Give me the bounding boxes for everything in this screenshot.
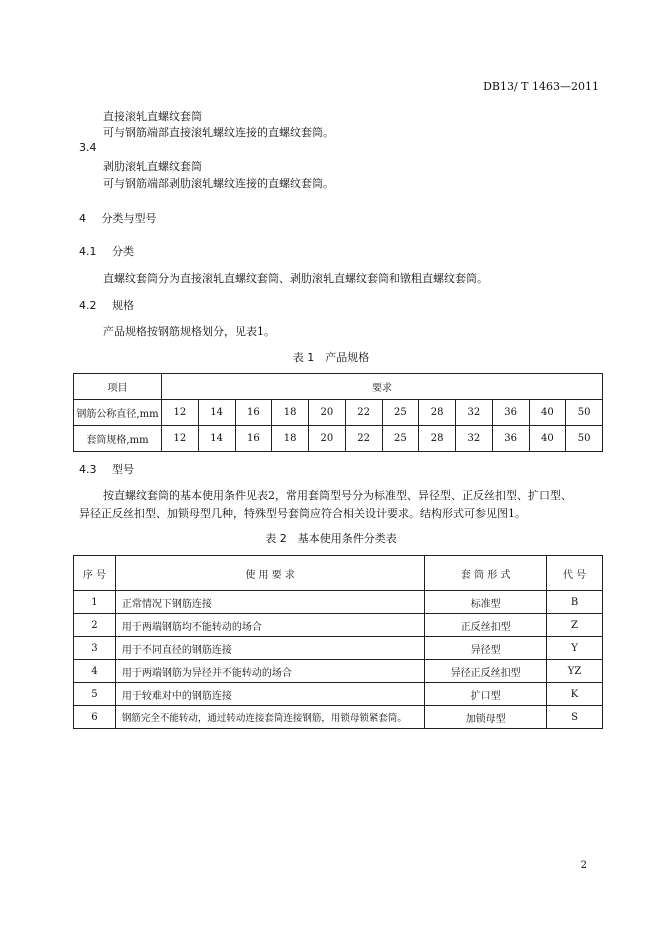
table-2-header-usage: 使 用 要 求 xyxy=(115,556,424,591)
section-4-3-number: 4.3 xyxy=(79,463,97,476)
table-row xyxy=(74,426,603,452)
table-2 xyxy=(73,555,603,729)
table-cell: 正反丝扣型 xyxy=(425,614,547,637)
section-4-2-title: 规格 xyxy=(112,299,134,312)
section-3-3-3-body: 可与钢筋端部直接滚轧螺纹连接的直螺纹套筒。 xyxy=(103,126,334,139)
table-cell: 异径型 xyxy=(425,637,547,660)
section-4-3-heading xyxy=(79,461,134,477)
table-cell: 28 xyxy=(419,400,456,426)
table-2-caption: 表 2 基本使用条件分类表 xyxy=(265,532,397,545)
table-cell: 22 xyxy=(345,400,382,426)
table-cell: 16 xyxy=(235,426,272,452)
table-cell: 用于不同直径的钢筋连接 xyxy=(115,637,424,660)
table-cell: B xyxy=(547,591,603,614)
table-row xyxy=(74,614,603,637)
section-4-2-body: 产品规格按钢筋规格划分，见表1。 xyxy=(103,325,275,338)
section-3-3-3-title: 直接滚轧直螺纹套筒 xyxy=(103,110,202,123)
table-cell: YZ xyxy=(547,660,603,683)
table-cell: 扩口型 xyxy=(425,683,547,706)
page-number: 2 xyxy=(580,860,587,871)
section-4-2-heading xyxy=(79,297,134,313)
table-cell: 50 xyxy=(566,400,603,426)
table-cell: 4 xyxy=(74,660,116,683)
table-cell: 50 xyxy=(566,426,603,452)
section-4-1-title: 分类 xyxy=(112,245,134,258)
table-cell: 20 xyxy=(309,426,346,452)
section-3-4-body: 可与钢筋端部剥肋滚轧螺纹连接的直螺纹套筒。 xyxy=(103,177,334,190)
table-cell: 18 xyxy=(272,400,309,426)
table-cell: 14 xyxy=(198,426,235,452)
section-4-number: 4 xyxy=(79,212,86,225)
section-4-3-title: 型号 xyxy=(112,463,134,476)
section-4-heading xyxy=(79,210,157,226)
table-2-header-number: 序 号 xyxy=(74,556,116,591)
table-1-caption: 表 1 产品规格 xyxy=(292,351,370,364)
table-cell: 36 xyxy=(492,426,529,452)
table-cell: 25 xyxy=(382,426,419,452)
table-cell: 2 xyxy=(74,614,116,637)
table-cell: 12 xyxy=(162,426,199,452)
table-row xyxy=(74,683,603,706)
table-cell: 22 xyxy=(345,426,382,452)
table-cell: 20 xyxy=(309,400,346,426)
table-cell: 16 xyxy=(235,400,272,426)
table-cell: 5 xyxy=(74,683,116,706)
section-4-1-number: 4.1 xyxy=(79,245,97,258)
table-cell: 正常情况下钢筋连接 xyxy=(115,591,424,614)
table-cell: Z xyxy=(547,614,603,637)
table-row xyxy=(74,660,603,683)
table-cell: 32 xyxy=(456,400,493,426)
table-1-header-item: 项目 xyxy=(74,374,162,400)
table-cell: 用于两端钢筋均不能转动的场合 xyxy=(115,614,424,637)
table-cell: 3 xyxy=(74,637,116,660)
table-row xyxy=(74,706,603,729)
table-cell: K xyxy=(547,683,603,706)
table-cell: Y xyxy=(547,637,603,660)
section-3-4-number: 3.4 xyxy=(79,141,97,154)
table-cell: 套筒规格,mm xyxy=(74,426,162,452)
section-4-1-heading xyxy=(79,243,134,259)
table-1 xyxy=(73,373,603,452)
table-cell: S xyxy=(547,706,603,729)
table-cell: 6 xyxy=(74,706,116,729)
table-cell: 钢筋公称直径,mm xyxy=(74,400,162,426)
section-4-title: 分类与型号 xyxy=(101,212,157,225)
table-row xyxy=(74,637,603,660)
table-cell: 14 xyxy=(198,400,235,426)
table-2-header-form: 套 筒 形 式 xyxy=(425,556,547,591)
table-cell: 40 xyxy=(529,426,566,452)
section-4-2-number: 4.2 xyxy=(79,299,97,312)
table-cell: 28 xyxy=(419,426,456,452)
table-cell: 40 xyxy=(529,400,566,426)
section-3-4-title: 剥肋滚轧直螺纹套筒 xyxy=(103,160,202,173)
section-4-1-body: 直螺纹套筒分为直接滚轧直螺纹套筒、剥肋滚轧直螺纹套筒和镦粗直螺纹套筒。 xyxy=(103,272,488,285)
doc-code: DB13/ T 1463—2011 xyxy=(483,80,599,93)
table-cell: 25 xyxy=(382,400,419,426)
section-4-3-body-line-2: 异径正反丝扣型、加锁母型几种，特殊型号套筒应符合相关设计要求。结构形式可参见图1。 xyxy=(79,507,526,520)
table-2-header-code: 代 号 xyxy=(547,556,603,591)
table-row xyxy=(74,400,603,426)
table-cell: 用于较难对中的钢筋连接 xyxy=(115,683,424,706)
table-cell: 标准型 xyxy=(425,591,547,614)
table-cell: 32 xyxy=(456,426,493,452)
table-cell: 异径正反丝扣型 xyxy=(425,660,547,683)
table-1-header-requirement: 要求 xyxy=(162,374,603,400)
table-cell: 1 xyxy=(74,591,116,614)
section-4-3-body-line-1: 按直螺纹套筒的基本使用条件见表2，常用套筒型号分为标准型、异径型、正反丝扣型、扩口型、 xyxy=(103,489,572,502)
table-row xyxy=(74,591,603,614)
table-cell: 钢筋完全不能转动，通过转动连接套筒连接钢筋，用锁母锁紧套筒。 xyxy=(115,706,424,729)
table-cell: 18 xyxy=(272,426,309,452)
table-cell: 用于两端钢筋为异径并不能转动的场合 xyxy=(115,660,424,683)
table-cell: 加锁母型 xyxy=(425,706,547,729)
table-cell: 12 xyxy=(162,400,199,426)
table-cell: 36 xyxy=(492,400,529,426)
